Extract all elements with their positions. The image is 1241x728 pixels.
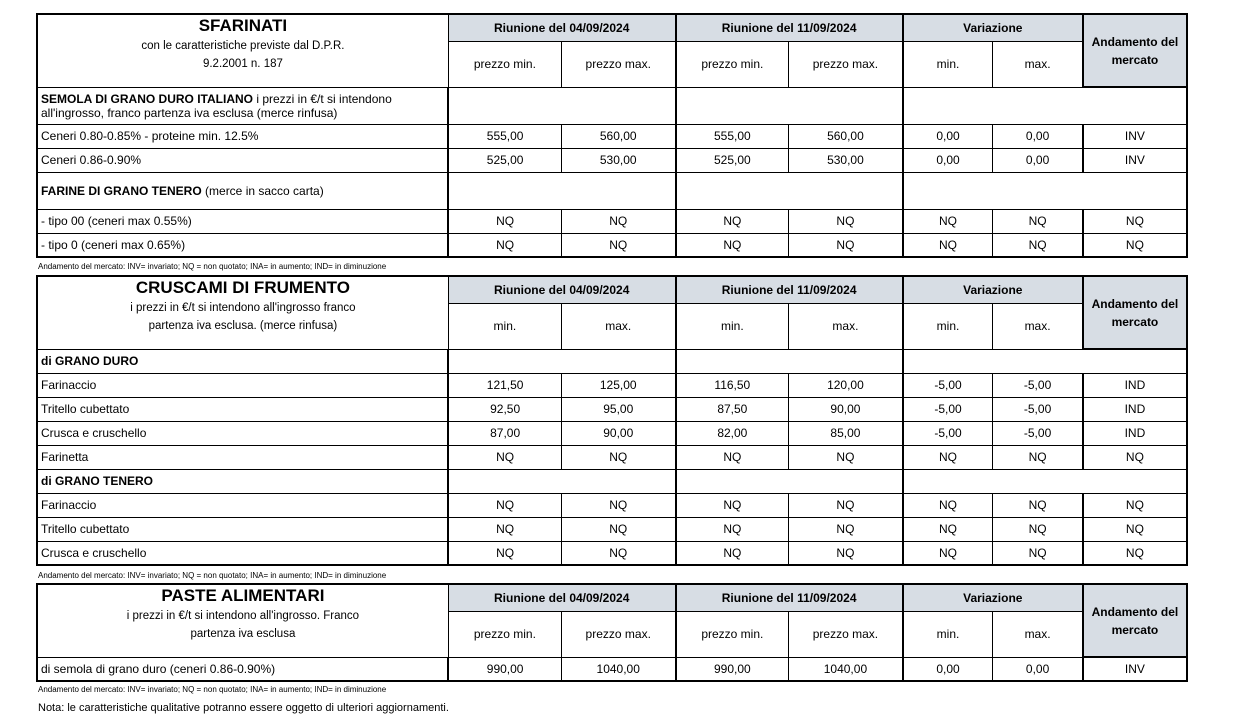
category-label: di GRANO DURO <box>41 354 139 368</box>
row-label <box>37 397 448 421</box>
empty-cell <box>676 349 903 373</box>
andamento-header <box>1083 14 1187 87</box>
price-cell: 1040,00 <box>561 657 675 681</box>
sub-header: prezzo min. <box>448 41 561 87</box>
andamento-cell: IND <box>1083 421 1187 445</box>
andamento-cell: INV <box>1083 657 1187 681</box>
sub-header: min. <box>903 611 993 657</box>
row-label <box>37 124 448 148</box>
market-legend: Andamento del mercato: INV= invariato; NQ = non quotato; INA= in aumento; IND= in diminuzione <box>38 262 387 271</box>
price-cell: NQ <box>561 493 675 517</box>
price-cell: 120,00 <box>789 373 903 397</box>
empty-cell <box>448 87 675 124</box>
row-label <box>37 349 448 373</box>
group-header: Riunione del 04/09/2024 <box>448 14 675 41</box>
section-title-block <box>37 276 448 349</box>
sub-header: min. <box>448 303 561 349</box>
section-title: CRUSCAMI DI FRUMENTO <box>135 278 350 297</box>
row-label-text: Farinetta <box>41 450 89 464</box>
row-label-text: Tritello cubettato <box>41 522 130 536</box>
sub-header: min. <box>903 41 993 87</box>
sub-header: prezzo min. <box>676 41 789 87</box>
andamento-cell: INV <box>1083 148 1187 172</box>
price-cell: NQ <box>903 493 993 517</box>
row-label-text: - tipo 00 (ceneri max 0.55%) <box>41 214 192 228</box>
price-cell: NQ <box>676 541 789 565</box>
sub-header: prezzo max. <box>789 611 903 657</box>
category-label: SEMOLA DI GRANO DURO ITALIANO <box>41 91 253 106</box>
row-label-text: Crusca e cruschello <box>41 426 147 440</box>
market-legend: Andamento del mercato: INV= invariato; NQ = non quotato; INA= in aumento; IND= in diminuzione <box>38 571 387 580</box>
price-cell: 121,50 <box>448 373 561 397</box>
empty-cell <box>903 469 1187 493</box>
group-header: Riunione del 11/09/2024 <box>676 276 903 303</box>
group-header: Riunione del 04/09/2024 <box>448 584 675 611</box>
price-cell: 90,00 <box>561 421 675 445</box>
price-cell: NQ <box>993 445 1083 469</box>
price-cell: 525,00 <box>448 148 561 172</box>
sub-header: max. <box>789 303 903 349</box>
row-label-text: Ceneri 0.86-0.90% <box>41 153 142 167</box>
price-cell: -5,00 <box>993 397 1083 421</box>
price-cell: -5,00 <box>993 421 1083 445</box>
price-cell: NQ <box>993 517 1083 541</box>
price-cell: 0,00 <box>993 124 1083 148</box>
price-cell: 92,50 <box>448 397 561 421</box>
andamento-cell: NQ <box>1083 209 1187 233</box>
row-label <box>37 493 448 517</box>
group-header: Riunione del 04/09/2024 <box>448 276 675 303</box>
price-cell: 1040,00 <box>789 657 903 681</box>
price-cell: -5,00 <box>903 373 993 397</box>
row-label <box>37 148 448 172</box>
empty-cell <box>448 349 675 373</box>
row-label <box>37 233 448 257</box>
sub-header: prezzo max. <box>789 41 903 87</box>
table-row <box>37 124 1187 148</box>
price-cell: 560,00 <box>789 124 903 148</box>
group-header: Riunione del 11/09/2024 <box>676 14 903 41</box>
section-subtitle: i prezzi in €/t si intendono all'ingrosso franco <box>130 302 356 314</box>
price-table-1 <box>36 275 1188 566</box>
empty-cell <box>448 469 675 493</box>
price-cell: 125,00 <box>561 373 675 397</box>
price-cell: NQ <box>676 209 789 233</box>
andamento-cell: NQ <box>1083 493 1187 517</box>
row-label <box>37 657 448 681</box>
row-label <box>37 469 448 493</box>
price-cell: 87,50 <box>676 397 789 421</box>
price-cell: NQ <box>903 541 993 565</box>
empty-cell <box>676 172 903 209</box>
table-row <box>37 541 1187 565</box>
price-cell: 85,00 <box>789 421 903 445</box>
group-header: Riunione del 11/09/2024 <box>676 584 903 611</box>
price-cell: NQ <box>676 233 789 257</box>
price-cell: NQ <box>448 541 561 565</box>
row-label-text: Farinaccio <box>41 378 97 392</box>
table-row <box>37 445 1187 469</box>
section-subtitle: i prezzi in €/t si intendono all'ingrosso. Franco <box>126 610 360 622</box>
andamento-cell: NQ <box>1083 233 1187 257</box>
price-cell: 116,50 <box>676 373 789 397</box>
price-cell: NQ <box>789 233 903 257</box>
price-cell: 530,00 <box>561 148 675 172</box>
table-row <box>37 469 1187 493</box>
empty-cell <box>903 87 1187 124</box>
empty-cell <box>676 469 903 493</box>
price-cell: NQ <box>903 445 993 469</box>
price-cell: NQ <box>448 517 561 541</box>
price-cell: NQ <box>561 541 675 565</box>
sub-header: max. <box>993 611 1083 657</box>
table-row <box>37 172 1187 209</box>
price-cell: NQ <box>448 233 561 257</box>
price-cell: NQ <box>561 209 675 233</box>
price-cell: 0,00 <box>993 148 1083 172</box>
price-cell: NQ <box>448 493 561 517</box>
section-subtitle: partenza iva esclusa. (merce rinfusa) <box>148 320 338 332</box>
category-label: FARINE DI GRANO TENERO <box>41 183 202 198</box>
price-cell: NQ <box>676 517 789 541</box>
empty-cell <box>903 349 1187 373</box>
sub-header: prezzo min. <box>676 611 789 657</box>
price-cell: 990,00 <box>448 657 561 681</box>
price-cell: 0,00 <box>903 124 993 148</box>
section-subtitle: 9.2.2001 n. 187 <box>202 58 283 70</box>
andamento-header-line: Andamento del <box>1091 296 1179 311</box>
empty-cell <box>676 87 903 124</box>
price-cell: NQ <box>676 445 789 469</box>
table-row <box>37 209 1187 233</box>
row-label <box>37 517 448 541</box>
price-cell: NQ <box>789 517 903 541</box>
section-title-block <box>37 14 448 87</box>
price-cell: NQ <box>903 233 993 257</box>
table-row <box>37 493 1187 517</box>
andamento-cell: IND <box>1083 397 1187 421</box>
andamento-cell: NQ <box>1083 445 1187 469</box>
row-label-text: Ceneri 0.80-0.85% - proteine min. 12.5% <box>41 129 259 143</box>
sub-header: prezzo max. <box>561 41 675 87</box>
section-subtitle: partenza iva esclusa <box>190 628 296 640</box>
price-cell: NQ <box>561 445 675 469</box>
price-cell: NQ <box>561 517 675 541</box>
price-cell: 95,00 <box>561 397 675 421</box>
price-cell: NQ <box>448 209 561 233</box>
row-label <box>37 172 448 209</box>
price-table-0 <box>36 13 1188 258</box>
empty-cell <box>448 172 675 209</box>
price-cell: NQ <box>993 541 1083 565</box>
price-cell: NQ <box>993 233 1083 257</box>
sub-header: min. <box>676 303 789 349</box>
andamento-cell: NQ <box>1083 541 1187 565</box>
row-label-text: Crusca e cruschello <box>41 545 147 560</box>
sub-header: max. <box>561 303 675 349</box>
price-cell: -5,00 <box>993 373 1083 397</box>
row-label-text: i prezzi in €/t si intendono <box>253 91 392 106</box>
price-cell: NQ <box>789 209 903 233</box>
andamento-header-line: mercato <box>1111 622 1159 637</box>
row-label-text: Farinaccio <box>41 498 97 512</box>
andamento-header <box>1083 276 1187 349</box>
table-row <box>37 373 1187 397</box>
table-row <box>37 397 1187 421</box>
price-cell: NQ <box>789 541 903 565</box>
section-title: PASTE ALIMENTARI <box>161 586 325 605</box>
andamento-header-line: mercato <box>1111 52 1159 67</box>
footnote: Nota: le caratteristiche qualitative potranno essere oggetto di ulteriori aggiornamenti. <box>38 702 449 714</box>
price-cell: NQ <box>903 517 993 541</box>
price-cell: 555,00 <box>676 124 789 148</box>
andamento-cell: INV <box>1083 124 1187 148</box>
price-cell: NQ <box>448 445 561 469</box>
price-table-2 <box>36 583 1188 682</box>
section-title: SFARINATI <box>198 16 288 35</box>
section-subtitle: con le caratteristiche previste dal D.P.R. <box>141 40 345 52</box>
row-label-text: - tipo 0 (ceneri max 0.65%) <box>41 237 186 252</box>
andamento-header <box>1083 584 1187 657</box>
table-row <box>37 517 1187 541</box>
price-cell: NQ <box>993 493 1083 517</box>
empty-cell <box>903 172 1187 209</box>
sub-header: min. <box>903 303 993 349</box>
price-cell: 0,00 <box>903 148 993 172</box>
price-cell: 560,00 <box>561 124 675 148</box>
andamento-header-line: mercato <box>1111 314 1159 329</box>
price-cell: 530,00 <box>789 148 903 172</box>
section-title-block <box>37 584 448 657</box>
table-row <box>37 421 1187 445</box>
price-cell: NQ <box>676 493 789 517</box>
row-label <box>37 445 448 469</box>
price-cell: 87,00 <box>448 421 561 445</box>
price-cell: 0,00 <box>993 657 1083 681</box>
sub-header: max. <box>993 303 1083 349</box>
row-label <box>37 541 448 565</box>
price-cell: 0,00 <box>903 657 993 681</box>
andamento-header-line: Andamento del <box>1091 604 1179 619</box>
table-row <box>37 148 1187 172</box>
price-cell: NQ <box>993 209 1083 233</box>
row-label-text: Tritello cubettato <box>41 402 130 416</box>
table-row <box>37 233 1187 257</box>
price-cell: 90,00 <box>789 397 903 421</box>
andamento-cell: IND <box>1083 373 1187 397</box>
price-cell: NQ <box>789 445 903 469</box>
table-row <box>37 349 1187 373</box>
table-row <box>37 87 1187 124</box>
row-label <box>37 373 448 397</box>
sub-header: max. <box>993 41 1083 87</box>
andamento-cell: NQ <box>1083 517 1187 541</box>
row-label-text: di semola di grano duro (ceneri 0.86-0.90%) <box>41 661 276 676</box>
group-header: Variazione <box>903 14 1083 41</box>
row-label-text-2: all'ingrosso, franco partenza iva esclusa (merce rinfusa) <box>41 105 338 120</box>
andamento-header-line: Andamento del <box>1091 34 1179 49</box>
price-cell: -5,00 <box>903 397 993 421</box>
group-header: Variazione <box>903 584 1083 611</box>
price-cell: -5,00 <box>903 421 993 445</box>
price-cell: NQ <box>903 209 993 233</box>
market-legend: Andamento del mercato: INV= invariato; NQ = non quotato; INA= in aumento; IND= in diminuzione <box>38 685 387 694</box>
table-row <box>37 657 1187 681</box>
price-cell: NQ <box>561 233 675 257</box>
category-label: di GRANO TENERO <box>41 474 154 488</box>
row-label-text: (merce in sacco carta) <box>201 183 324 198</box>
sub-header: prezzo max. <box>561 611 675 657</box>
price-cell: 555,00 <box>448 124 561 148</box>
price-cell: 990,00 <box>676 657 789 681</box>
price-cell: NQ <box>789 493 903 517</box>
group-header: Variazione <box>903 276 1083 303</box>
row-label <box>37 209 448 233</box>
sub-header: prezzo min. <box>448 611 561 657</box>
row-label <box>37 87 448 124</box>
price-cell: 525,00 <box>676 148 789 172</box>
row-label <box>37 421 448 445</box>
price-cell: 82,00 <box>676 421 789 445</box>
